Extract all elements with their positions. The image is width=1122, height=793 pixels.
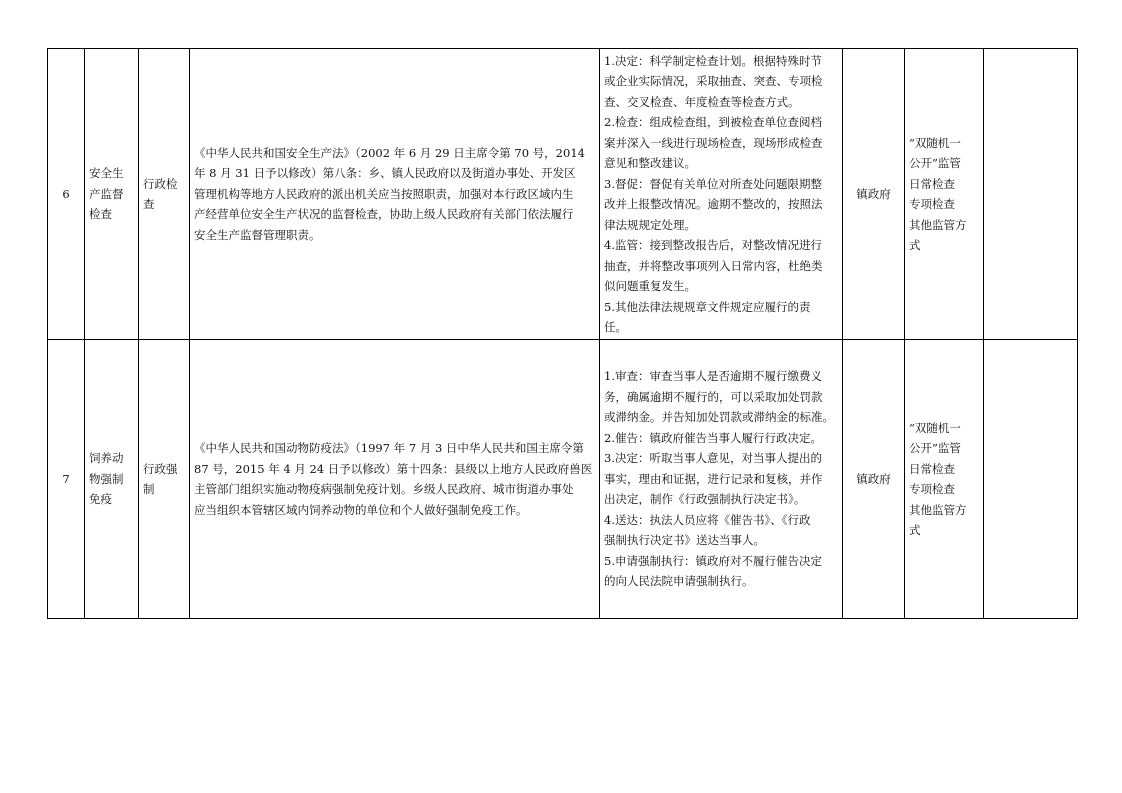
process-flow-cell <box>600 340 843 619</box>
table-row <box>48 49 1078 340</box>
process-flow-line: 事实，理由和证据，进行记录和复核，并作 <box>604 471 823 486</box>
process-flow-line: 改并上报整改情况。逾期不整改的，按照法 <box>604 197 823 211</box>
item-name-line: 检查 <box>89 207 112 222</box>
process-flow-line: 3.督促：督促有关单位对所查处问题限期整 <box>604 176 822 191</box>
process-flow-line: 意见和整改建议。 <box>604 156 696 170</box>
supervision-method-line: 公开”监管 <box>909 441 961 455</box>
item-name-line: 饲养动 <box>89 451 124 466</box>
item-name-line: 安全生 <box>89 166 124 181</box>
item-name-cell <box>85 340 139 619</box>
legal-basis-line: 《中华人民共和国安全生产法》（2002 年 6 月 29 日主席令第 70 号，2014 <box>194 145 585 160</box>
supervision-method-line: 日常检查 <box>909 461 955 476</box>
supervision-method-line: 专项检查 <box>909 482 955 496</box>
process-flow-line: 4.监管：接到整改报告后，对整改情况进行 <box>604 238 822 252</box>
legal-basis-line: 安全生产监督管理职责。 <box>194 227 321 242</box>
item-name-line: 产监督 <box>89 186 124 201</box>
supervision-method-line: “双随机一 <box>909 420 961 435</box>
process-flow-line: 出决定，制作《行政强制执行决定书》。 <box>604 492 806 507</box>
item-name-cell <box>85 49 139 340</box>
process-flow-line: 强制执行决定书》送达当事人。 <box>604 533 765 548</box>
process-flow-line: 律法规规定处理。 <box>604 217 696 232</box>
supervision-method-line: 式 <box>909 523 921 537</box>
process-flow-line: 任。 <box>604 320 627 334</box>
process-flow-line: 5.其他法律法规规章文件规定应履行的责 <box>604 299 811 314</box>
process-flow-line: 2.检查：组成检查组，到被检查单位查阅档 <box>604 115 822 129</box>
legal-basis-line: 管理机构等地方人民政府的派出机关应当按照职责，加强对本行政区域内生 <box>194 186 574 201</box>
process-flow-line: 查、交叉检查、年度检查等检查方式。 <box>604 94 800 109</box>
supervision-method-cell <box>905 49 984 340</box>
process-flow-cell <box>600 49 843 340</box>
process-flow-line: 案并深入一线进行现场检查，现场形成检查 <box>604 135 823 150</box>
process-flow-line: 或滞纳金。并告知加处罚款或滞纳金的标准。 <box>604 410 834 425</box>
power-type-cell <box>139 49 190 340</box>
remark-cell <box>984 340 1078 619</box>
legal-basis-cell <box>190 49 600 340</box>
power-type-line: 行政检 <box>143 176 178 191</box>
supervision-method-line: 式 <box>909 238 921 252</box>
item-name-line: 免疫 <box>89 492 112 507</box>
table-row <box>48 340 1078 619</box>
process-flow-line: 或企业实际情况，采取抽查、突查、专项检 <box>604 74 823 88</box>
power-list-table <box>47 48 1078 619</box>
process-flow-line: 1.审查：审查当事人是否逾期不履行缴费义 <box>604 369 822 384</box>
power-type-cell <box>139 340 190 619</box>
legal-basis-line: 《中华人民共和国动物防疫法》（1997 年 7 月 3 日中华人民共和国主席令第 <box>194 441 584 455</box>
supervision-method-line: 专项检查 <box>909 197 955 211</box>
process-flow-line: 似问题重复发生。 <box>604 279 696 293</box>
item-name-line: 物强制 <box>89 471 124 486</box>
department-cell: 镇政府 <box>843 49 905 340</box>
process-flow-line: 2.催告：镇政府催告当事人履行行政决定。 <box>604 430 822 445</box>
legal-basis-line: 应当组织本管辖区域内饲养动物的单位和个人做好强制免疫工作。 <box>194 502 528 517</box>
department-cell: 镇政府 <box>843 340 905 619</box>
process-flow-line: 5.申请强制执行：镇政府对不履行催告决定 <box>604 553 822 568</box>
item-number-cell: 6 <box>48 49 85 340</box>
supervision-method-line: 日常检查 <box>909 176 955 191</box>
legal-basis-line: 主管部门组织实施动物疫病强制免疫计划。乡级人民政府、城市街道办事处 <box>194 482 574 496</box>
process-flow-line: 抽查，并将整改事项列入日常内容，杜绝类 <box>604 258 823 273</box>
remark-cell <box>984 49 1078 340</box>
supervision-method-line: “双随机一 <box>909 135 961 150</box>
legal-basis-line: 产经营单位安全生产状况的监督检查，协助上级人民政府有关部门依法履行 <box>194 207 574 222</box>
item-number-cell: 7 <box>48 340 85 619</box>
legal-basis-line: 87 号，2015 年 4 月 24 日予以修改）第十四条：县级以上地方人民政府兽医 <box>194 461 593 476</box>
legal-basis-line: 年 8 月 31 日予以修改）第八条：乡、镇人民政府以及街道办事处、开发区 <box>194 166 576 181</box>
process-flow-line: 1.决定：科学制定检查计划。根据特殊时节 <box>604 53 822 68</box>
process-flow-line: 务，确属逾期不履行的，可以采取加处罚款 <box>604 389 823 404</box>
process-flow-line: 3.决定：听取当事人意见，对当事人提出的 <box>604 451 822 466</box>
power-type-line: 行政强 <box>143 461 178 476</box>
supervision-method-cell <box>905 340 984 619</box>
supervision-method-line: 其他监管方 <box>909 217 967 232</box>
power-type-line: 查 <box>143 197 155 211</box>
legal-basis-cell <box>190 340 600 619</box>
supervision-method-line: 其他监管方 <box>909 502 967 517</box>
supervision-method-line: 公开”监管 <box>909 156 961 170</box>
process-flow-line: 4.送达：执法人员应将《催告书》、《行政 <box>604 512 811 527</box>
power-type-line: 制 <box>143 482 155 496</box>
process-flow-line: 的向人民法院申请强制执行。 <box>604 574 754 589</box>
